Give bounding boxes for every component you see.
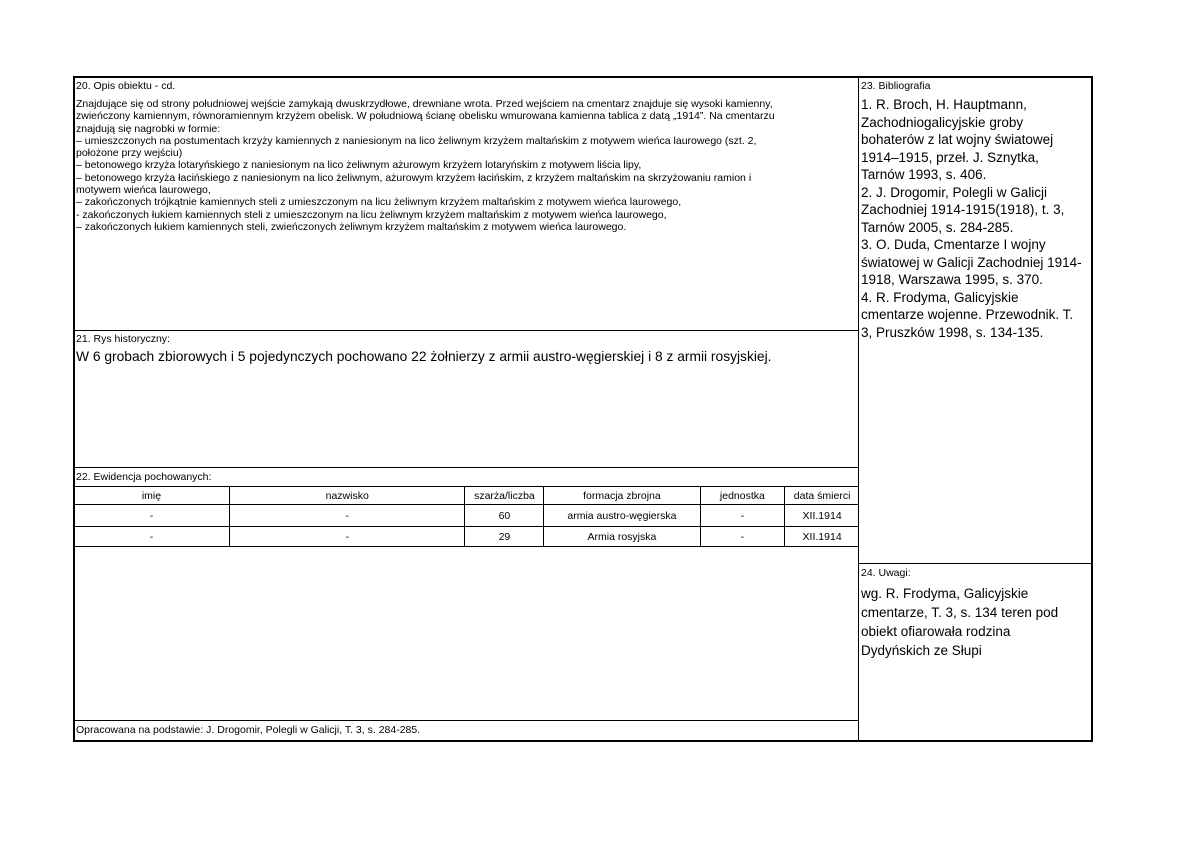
col-jednostka: jednostka: [700, 487, 785, 505]
cell-nazwisko: -: [229, 527, 465, 547]
text-line: – betonowego krzyża łacińskiego z naniesionym na lico żeliwnym, ażurowym krzyżem łacińskim, z krzyżem maltańskim na skrzyżowaniu ramion i: [76, 171, 752, 184]
cell-jednostka: -: [700, 527, 785, 547]
section-21-text: W 6 grobach zbiorowych i 5 pojedynczych pochowano 22 żołnierzy z armii austro-węgierskiej i 8 z armii rosyjskiej.: [76, 349, 772, 364]
table-row: [74, 527, 859, 547]
section-24-body: [861, 584, 1091, 660]
text-line: 1914–1915, przeł. J. Sznytka,: [861, 149, 1039, 165]
section-23-body: [861, 96, 1091, 341]
text-line: 2. J. Drogomir, Polegli w Galicji: [861, 184, 1048, 200]
section-21-history: [76, 333, 856, 366]
text-line: 4. R. Frodyma, Galicyjskie: [861, 289, 1019, 305]
text-line: Zachodniogalicyjskie groby: [861, 114, 1024, 130]
col-imie: imię: [74, 487, 229, 505]
text-line: znajdują się nagrobki w formie:: [76, 122, 221, 135]
col-formacja: formacja zbrojna: [544, 487, 700, 505]
cell-imie: -: [74, 505, 229, 527]
text-line: Tarnów 2005, s. 284-285.: [861, 219, 1014, 235]
burials-table-header: [74, 487, 859, 505]
text-line: Znajdujące się od strony południowej wejście zamykają dwuskrzydłowe, drewniane wrota. Przed wejściem na cmentarz znajduje się wysoki kamienny,: [76, 98, 773, 110]
cell-formacja: Armia rosyjska: [544, 527, 700, 547]
text-line: – umieszczonych na postumentach krzyży kamiennych z naniesionym na lico żeliwnym krzyżem maltańskim z motywem wieńca laurowego (szt. 2,: [76, 134, 757, 147]
text-line: 1. R. Broch, H. Hauptmann,: [861, 97, 1027, 112]
source-note: Opracowana na podstawie: J. Drogomir, Polegli w Galicji, T. 3, s. 284-285.: [76, 724, 421, 736]
section-22-heading-box: [76, 471, 856, 483]
column-divider: [858, 77, 859, 741]
divider-23-24: [858, 563, 1092, 564]
section-20-description: [76, 80, 856, 233]
cell-formacja: armia austro-węgierska: [544, 505, 700, 527]
text-line: cmentarze, T. 3, s. 134 teren pod: [861, 605, 1059, 620]
text-line: 3, Pruszków 1998, s. 134-135.: [861, 324, 1044, 340]
text-line: bohaterów z lat wojny światowej: [861, 132, 1054, 147]
col-szarza: szarża/liczba: [465, 487, 544, 505]
cell-data-smierci: XII.1914: [785, 505, 859, 527]
text-line: motywem wieńca laurowego,: [76, 184, 211, 197]
text-line: 3. O. Duda, Cmentarze I wojny: [861, 237, 1046, 252]
table-row: [74, 505, 859, 527]
section-23-heading: 23. Bibliografia: [861, 80, 931, 92]
text-line: zwieńczony kamiennym, równoramiennym krzyżem obelisk. W południową ścianę obelisku wmurowana kamienna tablica z datą „1914”. Na cmentarzu: [76, 110, 775, 123]
text-line: wg. R. Frodyma, Galicyjskie: [861, 586, 1029, 601]
divider-20-21: [74, 330, 858, 331]
section-24-heading: 24. Uwagi:: [861, 567, 911, 579]
text-line: – zakończonych trójkątnie kamiennych steli z umieszczonym na licu żeliwnym krzyżem maltańskim z motywem wieńca laurowego,: [76, 196, 682, 209]
text-line: – zakończonych łukiem kamiennych steli, zwieńczonych żeliwnym krzyżem maltańskim z motywem wieńca laurowego.: [76, 220, 627, 233]
col-nazwisko: nazwisko: [229, 487, 465, 505]
cell-jednostka: -: [700, 505, 785, 527]
cell-nazwisko: -: [229, 505, 465, 527]
text-line: 1918, Warszawa 1995, s. 370.: [861, 272, 1043, 287]
cell-szarza: 60: [465, 505, 544, 527]
section-24-notes: [861, 567, 1091, 660]
divider-21-22: [74, 467, 858, 468]
text-line: - zakończonych łukiem kamiennych steli z umieszczonym na licu żeliwnym krzyżem maltańskim z motywem wieńca laurowego,: [76, 208, 667, 221]
section-20-heading: 20. Opis obiektu - cd.: [76, 80, 176, 92]
cell-szarza: 29: [465, 527, 544, 547]
burials-table: [74, 486, 859, 547]
text-line: Zachodniej 1914-1915(1918), t. 3,: [861, 202, 1065, 217]
text-line: – betonowego krzyża lotaryńskiego z naniesionym na lico żeliwnym ażurowym krzyżem lotaryńskim z motywem liścia lipy,: [76, 159, 642, 172]
text-line: obiekt ofiarowała rodzina: [861, 624, 1011, 639]
col-data-smierci: data śmierci: [785, 487, 859, 505]
cell-imie: -: [74, 527, 229, 547]
text-line: cmentarze wojenne. Przewodnik. T.: [861, 307, 1074, 322]
section-21-heading: 21. Rys historyczny:: [76, 333, 170, 345]
section-20-body: [76, 98, 856, 233]
text-line: Tarnów 1993, s. 406.: [861, 167, 987, 182]
section-22-heading: 22. Ewidencja pochowanych:: [76, 471, 212, 483]
text-line: Dydyńskich ze Słupi: [861, 643, 982, 658]
text-line: położone przy wejściu): [76, 147, 183, 160]
text-line: światowej w Galicji Zachodniej 1914-: [861, 254, 1082, 270]
section-23-bibliography: [861, 80, 1091, 341]
cell-data-smierci: XII.1914: [785, 527, 859, 547]
divider-footer: [74, 720, 858, 721]
